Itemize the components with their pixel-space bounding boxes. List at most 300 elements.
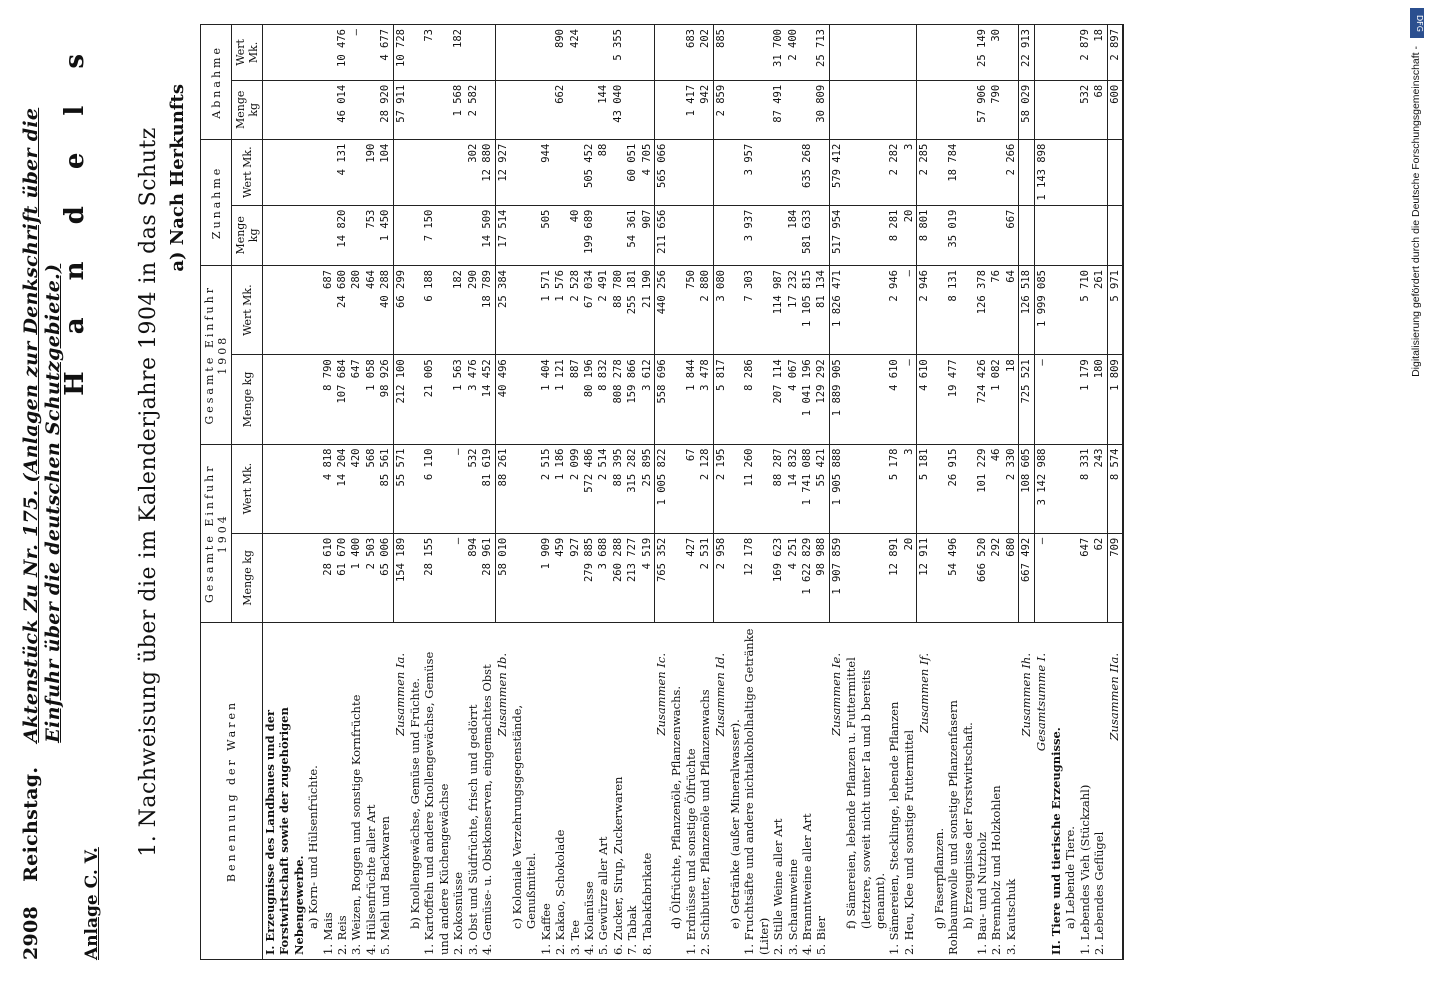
page-number: 2908: [20, 905, 42, 960]
table-cell: [887, 80, 901, 139]
table-cell: 1 741 088: [800, 444, 814, 533]
table-cell: [1063, 355, 1077, 444]
table-cell: 579 412: [829, 139, 844, 205]
table-cell: 440 256: [654, 266, 669, 355]
table-cell: [698, 139, 713, 205]
table-cell: 2 958: [713, 533, 728, 622]
table-cell: 14 452: [480, 355, 495, 444]
table-cell: [989, 139, 1003, 205]
table-cell: 1 999 085: [1034, 266, 1049, 355]
table-cell: [408, 533, 422, 622]
table-cell: [961, 355, 975, 444]
table-cell: [669, 444, 683, 533]
table-row: [946, 25, 960, 960]
section-row: [306, 25, 320, 960]
table-cell: 5 710: [1078, 266, 1092, 355]
table-cell: 60 051: [625, 139, 639, 205]
table-cell: 1 179: [1078, 355, 1092, 444]
goods-name: 4. Branntweine aller Art: [800, 623, 814, 960]
table-cell: [321, 25, 335, 81]
table-cell: 211 656: [654, 205, 669, 265]
table-cell: [1063, 533, 1077, 622]
table-cell: 687: [321, 266, 335, 355]
table-cell: 199 689: [582, 205, 596, 265]
table-cell: 505 452: [582, 139, 596, 205]
goods-name: d) Ölfrüchte, Pflanzenöle, Pflanzenwachs.: [669, 623, 683, 960]
table-cell: [611, 205, 625, 265]
table-cell: [654, 25, 669, 81]
table-cell: 3 476: [466, 355, 480, 444]
table-cell: [1063, 266, 1077, 355]
table-cell: [408, 25, 422, 81]
table-cell: 55 421: [814, 444, 829, 533]
table-cell: 182: [451, 266, 465, 355]
table-cell: 182: [451, 25, 465, 81]
table-cell: 81 619: [480, 444, 495, 533]
table-cell: 885: [713, 25, 728, 81]
table-cell: 5 178: [887, 444, 901, 533]
table-cell: 568: [364, 444, 378, 533]
table-cell: [786, 80, 800, 139]
col-goods-name: Benennung der Waren: [201, 623, 263, 960]
table-cell: [553, 205, 567, 265]
col-group-1904: Gesamte Einfuhr 1904: [201, 444, 232, 622]
goods-name: h) Erzeugnisse der Forstwirtschaft.: [961, 623, 975, 960]
table-cell: 184: [786, 205, 800, 265]
table-cell: 4 251: [786, 533, 800, 622]
table-cell: [742, 80, 771, 139]
goods-name: 2. Kakao, Schokolade: [553, 623, 567, 960]
table-cell: [844, 533, 887, 622]
table-cell: 88 780: [611, 266, 625, 355]
table-cell: 18 784: [946, 139, 960, 205]
table-cell: —: [349, 25, 363, 81]
table-cell: 114 987: [771, 266, 785, 355]
table-row: [814, 25, 829, 960]
dfg-logo: DFG: [1410, 8, 1424, 38]
table-cell: [1107, 139, 1123, 205]
goods-name: Zusammen IIa.: [1107, 623, 1123, 960]
table-cell: 280: [349, 266, 363, 355]
source-label: Reichstag.: [20, 766, 42, 882]
table-cell: 65 006: [378, 533, 393, 622]
table-cell: 2 879: [1078, 25, 1092, 81]
table-cell: 890: [553, 25, 567, 81]
table-cell: 1 400: [349, 533, 363, 622]
table-cell: 88 287: [771, 444, 785, 533]
table-cell: [917, 80, 932, 139]
goods-name: 1. Mais: [321, 623, 335, 960]
goods-name: 4. Hülsenfrüchte aller Art: [364, 623, 378, 960]
table-row: [698, 25, 713, 960]
table-row: [568, 25, 582, 960]
table-cell: 517 954: [829, 205, 844, 265]
table-cell: 1 826 471: [829, 266, 844, 355]
goods-name: 7. Tabak: [625, 623, 639, 960]
col-group-abnahme: Abnahme: [201, 25, 232, 140]
table-cell: [263, 533, 307, 622]
goods-name: 2. Lebendes Geflügel: [1092, 623, 1107, 960]
table-cell: 18: [1004, 355, 1019, 444]
table-cell: [932, 533, 946, 622]
table-cell: 1 809: [1107, 355, 1123, 444]
table-cell: [844, 25, 887, 81]
goods-name: 2. Kokosnüsse: [451, 623, 465, 960]
table-cell: 25 384: [495, 266, 510, 355]
table-cell: 750: [684, 266, 698, 355]
table-cell: [669, 266, 683, 355]
table-cell: 2 128: [698, 444, 713, 533]
goods-name: e) Getränke (außer Mineralwasser).: [728, 623, 742, 960]
table-cell: 73: [422, 25, 451, 81]
table-cell: 8 574: [1107, 444, 1123, 533]
table-cell: 207 114: [771, 355, 785, 444]
table-cell: [321, 139, 335, 205]
table-cell: 1 905 888: [829, 444, 844, 533]
table-cell: 22 913: [1019, 25, 1034, 81]
table-cell: 1 417: [684, 80, 698, 139]
table-cell: 4 818: [321, 444, 335, 533]
table-cell: 212 100: [393, 355, 408, 444]
table-cell: 129 292: [814, 355, 829, 444]
table-cell: [408, 205, 422, 265]
table-cell: [1049, 355, 1063, 444]
table-cell: [771, 139, 785, 205]
table-cell: 1 005 822: [654, 444, 669, 533]
table-cell: 3: [902, 139, 917, 205]
goods-name: 3. Obst und Südfrüchte, frisch und gedörrt: [466, 623, 480, 960]
table-cell: [582, 80, 596, 139]
table-cell: 67 034: [582, 266, 596, 355]
table-cell: 1 082: [989, 355, 1003, 444]
total-row: [1019, 25, 1034, 960]
total-row: [1034, 25, 1049, 960]
table-cell: 808 278: [611, 355, 625, 444]
table-cell: 2 897: [1107, 25, 1123, 81]
table-cell: [263, 266, 307, 355]
goods-name: g) Faserpflanzen.: [932, 623, 946, 960]
goods-name: I. Erzeugnisse des Landbaues und der Forstwirtschaft sowie der zugehörigen Nebengewerbe.: [263, 623, 307, 960]
table-cell: 1 041 196: [800, 355, 814, 444]
col-group-1908: Gesamte Einfuhr 1908: [201, 266, 232, 444]
table-row: [451, 25, 465, 960]
table-cell: 907: [640, 205, 655, 265]
table-row: [378, 25, 393, 960]
table-cell: [1092, 139, 1107, 205]
table-cell: [728, 533, 742, 622]
table-row: [422, 25, 451, 960]
goods-name: Zusammen Ib.: [495, 623, 510, 960]
table-cell: [510, 444, 539, 533]
table-cell: 8 801: [917, 205, 932, 265]
table-cell: 12 178: [742, 533, 771, 622]
table-cell: 2 880: [698, 266, 713, 355]
table-cell: 5 971: [1107, 266, 1123, 355]
table-cell: 581 633: [800, 205, 814, 265]
table-cell: [306, 205, 320, 265]
table-cell: 101 229: [975, 444, 989, 533]
table-cell: 66 299: [393, 266, 408, 355]
table-cell: 1 909: [539, 533, 553, 622]
table-row: [902, 25, 917, 960]
table-row: [742, 25, 771, 960]
table-cell: [1063, 80, 1077, 139]
table-cell: [742, 25, 771, 81]
table-cell: 12 880: [480, 139, 495, 205]
table-cell: 3 612: [640, 355, 655, 444]
table-cell: [466, 25, 480, 81]
table-cell: [844, 444, 887, 533]
table-cell: 6 110: [422, 444, 451, 533]
table-cell: [1049, 139, 1063, 205]
table-cell: —: [451, 533, 465, 622]
table-cell: [263, 355, 307, 444]
table-cell: —: [451, 444, 465, 533]
table-cell: [844, 205, 887, 265]
table-cell: 54 361: [625, 205, 639, 265]
table-cell: 8 790: [321, 355, 335, 444]
table-cell: [1004, 80, 1019, 139]
table-cell: [1049, 266, 1063, 355]
table-cell: 260 288: [611, 533, 625, 622]
table-cell: [408, 266, 422, 355]
table-cell: [306, 266, 320, 355]
table-cell: 565 066: [654, 139, 669, 205]
table-cell: [728, 139, 742, 205]
table-cell: [887, 25, 901, 81]
table-cell: [1049, 25, 1063, 81]
table-cell: 2 515: [539, 444, 553, 533]
table-cell: 4 610: [917, 355, 932, 444]
table-cell: 18 789: [480, 266, 495, 355]
table-row: [975, 25, 989, 960]
table-cell: 25 895: [640, 444, 655, 533]
table-cell: 126 378: [975, 266, 989, 355]
table-cell: [829, 25, 844, 81]
table-cell: 40 288: [378, 266, 393, 355]
page-header: [20, 24, 64, 960]
table-cell: 19 477: [946, 355, 960, 444]
table-row: [321, 25, 335, 960]
table-cell: 107 684: [335, 355, 349, 444]
col-wert: Wert Mk.: [232, 266, 263, 355]
table-cell: 302: [466, 139, 480, 205]
goods-name: 3. Kautschuk: [1004, 623, 1019, 960]
goods-name: 5. Gewürze aller Art: [596, 623, 610, 960]
table-cell: 1 121: [553, 355, 567, 444]
table-cell: [800, 80, 814, 139]
table-cell: [640, 80, 655, 139]
table-cell: [422, 139, 451, 205]
table-row: [596, 25, 610, 960]
table-cell: [408, 355, 422, 444]
section-heading: H a n d e l s: [60, 40, 90, 396]
section-row: [408, 25, 422, 960]
table-cell: 572 486: [582, 444, 596, 533]
goods-name: 1. Erdnüsse und sonstige Ölfrüchte: [684, 623, 698, 960]
table-cell: [1034, 205, 1049, 265]
table-cell: 4 519: [640, 533, 655, 622]
table-cell: 14 509: [480, 205, 495, 265]
table-cell: 10 476: [335, 25, 349, 81]
table-cell: [582, 25, 596, 81]
table-cell: 4 131: [335, 139, 349, 205]
table-cell: 724 426: [975, 355, 989, 444]
table-cell: 1 889 905: [829, 355, 844, 444]
table-cell: [654, 80, 669, 139]
section-row: [669, 25, 683, 960]
table-cell: [932, 139, 946, 205]
table-cell: 279 885: [582, 533, 596, 622]
table-cell: 28 610: [321, 533, 335, 622]
table-cell: 647: [1078, 533, 1092, 622]
goods-name: Zusammen Ih.: [1019, 623, 1034, 960]
table-cell: [975, 139, 989, 205]
table-cell: [961, 80, 975, 139]
goods-name: 5. Bier: [814, 623, 829, 960]
table-row: [887, 25, 901, 960]
table-cell: [684, 205, 698, 265]
table-cell: 46: [989, 444, 1003, 533]
table-cell: 25 713: [814, 25, 829, 81]
table-cell: 35 019: [946, 205, 960, 265]
table-title: 1. Nachweisung über die im Kalenderjahre 1904 in das Schutz: [136, 127, 161, 857]
table-cell: 54 496: [946, 533, 960, 622]
table-cell: [669, 139, 683, 205]
goods-name: 1. Kartoffeln und andere Knollengewächse, Gemüse und andere Küchengewächse: [422, 623, 451, 960]
table-cell: 2 946: [917, 266, 932, 355]
table-cell: [625, 25, 639, 81]
table-cell: [989, 205, 1003, 265]
table-cell: —: [1034, 355, 1049, 444]
goods-name: 3. Schaumweine: [786, 623, 800, 960]
goods-name: 2. Heu, Klee und sonstige Futtermittel: [902, 623, 917, 960]
table-cell: [263, 444, 307, 533]
table-row: [1092, 25, 1107, 960]
table-cell: [1034, 80, 1049, 139]
table-cell: 2 491: [596, 266, 610, 355]
table-cell: 3 080: [713, 266, 728, 355]
table-cell: [728, 205, 742, 265]
table-row: [539, 25, 553, 960]
table-cell: [814, 205, 829, 265]
table-cell: 765 352: [654, 533, 669, 622]
goods-name: Zusammen Ia.: [393, 623, 408, 960]
table-cell: 2 514: [596, 444, 610, 533]
table-cell: 57 906: [975, 80, 989, 139]
table-cell: [451, 205, 465, 265]
table-cell: [1078, 139, 1092, 205]
goods-name: 8. Tabakfabrikate: [640, 623, 655, 960]
section-row: [1063, 25, 1077, 960]
table-cell: [1063, 25, 1077, 81]
table-cell: 667: [1004, 205, 1019, 265]
table-cell: 40 496: [495, 355, 510, 444]
table-cell: 11 260: [742, 444, 771, 533]
table-cell: [480, 80, 495, 139]
table-cell: 292: [989, 533, 1003, 622]
table-cell: [539, 25, 553, 81]
table-row: [1004, 25, 1019, 960]
table-cell: 58 029: [1019, 80, 1034, 139]
table-cell: [364, 80, 378, 139]
table-row: [786, 25, 800, 960]
table-cell: 180: [1092, 355, 1107, 444]
table-cell: [306, 80, 320, 139]
table-cell: 4 067: [786, 355, 800, 444]
table-cell: 2 195: [713, 444, 728, 533]
table-cell: [306, 139, 320, 205]
table-cell: 10 728: [393, 25, 408, 81]
table-cell: 8 832: [596, 355, 610, 444]
table-cell: 1 622 829: [800, 533, 814, 622]
table-cell: [364, 25, 378, 81]
table-cell: 5 181: [917, 444, 932, 533]
table-cell: 18: [1092, 25, 1107, 81]
table-cell: 558 696: [654, 355, 669, 444]
table-cell: 126 518: [1019, 266, 1034, 355]
table-cell: [625, 80, 639, 139]
table-row: [640, 25, 655, 960]
table-cell: [932, 355, 946, 444]
table-row: [349, 25, 363, 960]
table-cell: [902, 80, 917, 139]
table-cell: 3 478: [698, 355, 713, 444]
table-cell: [728, 80, 742, 139]
table-cell: 31 700: [771, 25, 785, 81]
table-cell: 753: [364, 205, 378, 265]
table-cell: 459: [553, 533, 567, 622]
section-row: [961, 25, 975, 960]
table-cell: [961, 205, 975, 265]
goods-name: 1. Kaffee: [539, 623, 553, 960]
table-cell: 532: [1078, 80, 1092, 139]
table-cell: 8 286: [742, 355, 771, 444]
table-cell: [1004, 25, 1019, 81]
table-cell: [306, 355, 320, 444]
table-cell: [480, 25, 495, 81]
table-cell: 12 911: [917, 533, 932, 622]
total-row: [829, 25, 844, 960]
table-cell: 98 988: [814, 533, 829, 622]
table-cell: [321, 205, 335, 265]
goods-name: a) Lebende Tiere.: [1063, 623, 1077, 960]
table-cell: 8 281: [887, 205, 901, 265]
table-cell: [263, 139, 307, 205]
table-cell: —: [1034, 533, 1049, 622]
table-cell: 20: [902, 533, 917, 622]
table-cell: [800, 25, 814, 81]
goods-name: 4. Gemüse- u. Obstkonserven, eingemachtes Obst: [480, 623, 495, 960]
table-cell: 2 582: [466, 80, 480, 139]
table-cell: [946, 80, 960, 139]
table-cell: [510, 533, 539, 622]
section-row: [1049, 25, 1063, 960]
goods-name: Zusammen Ie.: [829, 623, 844, 960]
table-cell: [844, 266, 887, 355]
table-cell: 2 528: [568, 266, 582, 355]
goods-name: f) Sämereien, lebende Pflanzen u. Futtermittel (letztere, soweit nicht unter Ia und b bereits genannt).: [844, 623, 887, 960]
table-cell: [321, 80, 335, 139]
table-cell: 3 688: [596, 533, 610, 622]
table-cell: [932, 80, 946, 139]
digitization-credit: Digitalisierung gefördert durch die Deutsche Forschungsgemeinschaft -: [1410, 46, 1422, 377]
table-cell: [611, 139, 625, 205]
table-cell: [1063, 205, 1077, 265]
table-cell: [568, 80, 582, 139]
table-cell: [408, 139, 422, 205]
table-cell: 4 677: [378, 25, 393, 81]
